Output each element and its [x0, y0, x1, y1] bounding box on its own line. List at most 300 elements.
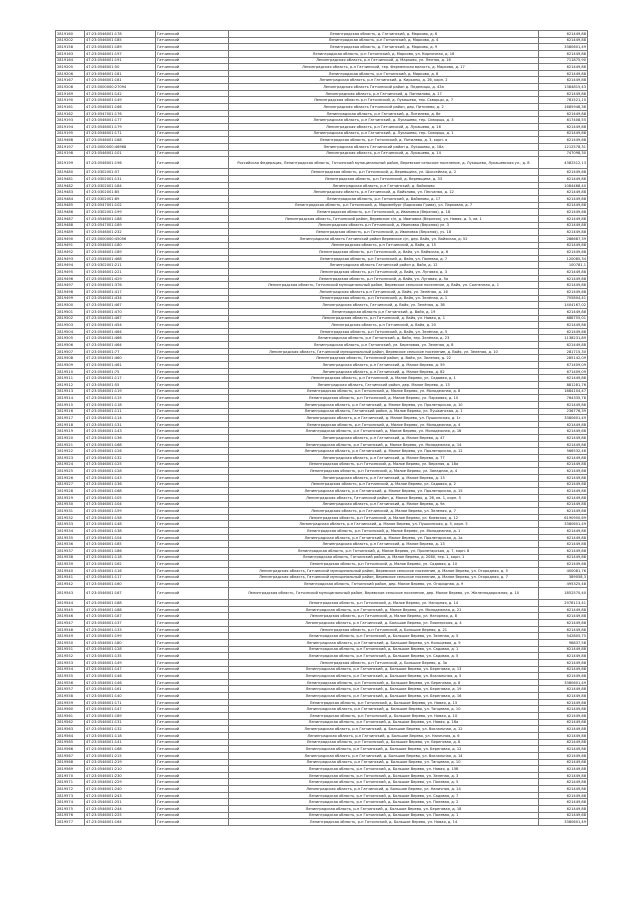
- district-cell: Гатчинский: [156, 229, 229, 236]
- district-cell: Гатчинский: [156, 262, 229, 269]
- address-cell: Ленинградская область, р-н Гатчинский, д. Большое Верево, ул. Полевая, д. 2: [229, 799, 539, 806]
- cadastral-number-cell: 47:23:0546001:166: [85, 104, 156, 111]
- row-id-cell: 2819163: [56, 50, 85, 57]
- value-cell: 621449,88: [539, 468, 588, 475]
- value-cell: 621449,88: [539, 659, 588, 666]
- table-row: [56, 534, 588, 541]
- cadastral-number-cell: 47:23:0000000:46968: [85, 143, 156, 150]
- district-cell: Гатчинский: [156, 799, 229, 806]
- table-row: [56, 408, 588, 415]
- value-cell: 621449,88: [539, 752, 588, 759]
- table-row: [56, 150, 588, 157]
- cadastral-number-cell: 47:23:0546001:168: [85, 488, 156, 495]
- address-cell: Ленинградская область, р-н Гатчинский, д. Питилево, д. 8е: [229, 110, 539, 117]
- address-cell: Ленинградская область, Гатчинский район, д. Малое Верево, ул. Пушкинская, д. 1: [229, 408, 539, 415]
- address-cell: Ленинградская область, р-н Гатчинский, д. Кирьяны, д. 2б, корп. 2: [229, 77, 539, 84]
- row-id-cell: 2819568: [56, 759, 85, 766]
- row-id-cell: 2819535: [56, 534, 85, 541]
- cadastral-number-cell: 47:23:0546001:251: [85, 799, 156, 806]
- table-row: [56, 415, 588, 422]
- table-row: [56, 732, 588, 739]
- table-body: [56, 31, 588, 826]
- address-cell: Ленинградская область, р-н Гатчинский, д. Большое Верево, ул. Полевая, д. 5: [229, 779, 539, 786]
- cadastral-number-cell: 47:23:0546001:158: [85, 514, 156, 521]
- district-cell: Гатчинский: [156, 123, 229, 130]
- address-cell: Ленинградская область, р-н Гатчинский, д. Большое Верево, ул. Новая, д. 14: [229, 819, 539, 826]
- district-cell: Гатчинский: [156, 441, 229, 448]
- cadastral-number-cell: 47:23:0546001:141: [85, 739, 156, 746]
- value-cell: 621449,88: [539, 322, 588, 329]
- row-id-cell: 2819572: [56, 786, 85, 793]
- address-cell: Ленинградская область, р-н Гатчинский, д. Большое Верево, ул. Береговая, д. 13: [229, 666, 539, 673]
- row-id-cell: 2819519: [56, 428, 85, 435]
- cadastral-number-cell: 47:23:0546001:143: [85, 428, 156, 435]
- table-row: [56, 474, 588, 481]
- row-id-cell: 2819538: [56, 554, 85, 561]
- value-cell: 621449,88: [539, 812, 588, 819]
- address-cell: Ленинградская область, р-н Гатчинский, д. Малое Верево, ул. Пролетарская, д. 1а: [229, 534, 539, 541]
- table-row: [56, 64, 588, 71]
- value-cell: 621449,88: [539, 719, 588, 726]
- address-cell: Ленинградская область, д. Гатчинский, д. Марково, д. 9: [229, 44, 539, 51]
- cadastral-number-cell: 47:23:0546001:181: [85, 77, 156, 84]
- district-cell: Гатчинский: [156, 653, 229, 660]
- table-row: [56, 686, 588, 693]
- cadastral-number-cell: 47:23:0546001:77: [85, 348, 156, 355]
- district-cell: Гатчинский: [156, 639, 229, 646]
- value-cell: 236776,39: [539, 408, 588, 415]
- row-id-cell: 2819491: [56, 242, 85, 249]
- district-cell: Гатчинский: [156, 626, 229, 633]
- cadastral-number-cell: 47:23:0546001:135: [85, 653, 156, 660]
- table-row: [56, 215, 588, 222]
- value-cell: 617408,55: [539, 117, 588, 124]
- value-cell: 621449,88: [539, 269, 588, 276]
- address-cell: Ленинградская область, р-н Гатчинский, д. Вайя, ул. Полевая, д. 7: [229, 255, 539, 262]
- cadastral-number-cell: 47:23:0546001:117: [85, 574, 156, 581]
- address-cell: Ленинградская область, р-н Гатчинский, д. Вайя, ул. Зелёная, д. 5: [229, 328, 539, 335]
- cadastral-number-cell: 47:23:0546001:210: [85, 766, 156, 773]
- row-id-cell: 2819574: [56, 799, 85, 806]
- address-cell: Ленинградская область, Гатчинский муниципальный район, Веревское сельское поселение, д. Вайя, ул. Солнечная, д. 1: [229, 282, 539, 289]
- address-cell: Ленинградская область, р-н Гатчинский, д. Большое Верево, ул. Зеленая, д. 3: [229, 772, 539, 779]
- cadastral-number-cell: 47:23:0546001:136: [85, 481, 156, 488]
- cadastral-number-cell: 47:23:0546001:148: [85, 521, 156, 528]
- value-cell: 621449,88: [539, 759, 588, 766]
- row-id-cell: 2819493: [56, 255, 85, 262]
- address-cell: Ленинградская область Гатчинский район д. Вайя, д. 12: [229, 262, 539, 269]
- table-row: [56, 646, 588, 653]
- table-row: [56, 812, 588, 819]
- district-cell: Гатчинский: [156, 659, 229, 666]
- district-cell: Гатчинский: [156, 150, 229, 157]
- table-row: [56, 249, 588, 256]
- table-row: [56, 308, 588, 315]
- value-cell: 621449,88: [539, 461, 588, 468]
- value-cell: 621449,88: [539, 508, 588, 515]
- row-id-cell: 2819505: [56, 335, 85, 342]
- value-cell: 621449,88: [539, 455, 588, 462]
- value-cell: 621449,88: [539, 130, 588, 137]
- table-row: [56, 706, 588, 713]
- address-cell: Ленинградская область, р-н Гатчинский, д. Малое Верево, ул. Молодежная, д. 21: [229, 606, 539, 613]
- table-row: [56, 792, 588, 799]
- cadastral-number-cell: 47:23:0546001:161: [85, 686, 156, 693]
- cadastral-number-cell: 47:23:0546001:185: [85, 541, 156, 548]
- row-id-cell: 2819503: [56, 322, 85, 329]
- district-cell: Гатчинский: [156, 693, 229, 700]
- value-cell: 1404167,02: [539, 302, 588, 309]
- cadastral-number-cell: 47:23:0546001:168: [85, 746, 156, 753]
- value-cell: 621449,88: [539, 554, 588, 561]
- row-id-cell: 2819515: [56, 401, 85, 408]
- cadastral-number-cell: 47:23:0546001:140: [85, 693, 156, 700]
- row-id-cell: 2819160: [56, 31, 85, 38]
- value-cell: 671409,09: [539, 368, 588, 375]
- table-row: [56, 302, 588, 309]
- cadastral-number-cell: 47:23:0546001:240: [85, 786, 156, 793]
- value-cell: 621449,88: [539, 481, 588, 488]
- district-cell: Гатчинский: [156, 189, 229, 196]
- table-row: [56, 348, 588, 355]
- row-id-cell: 2819508: [56, 355, 85, 362]
- address-cell: Ленинградская область, р-н Гатчинский, д. Вайя, тер. Зелёная, д. 23: [229, 335, 539, 342]
- value-cell: 621449,88: [539, 693, 588, 700]
- district-cell: Гатчинский: [156, 508, 229, 515]
- cadastral-number-cell: 47:23:0546001:225: [85, 812, 156, 819]
- table-row: [56, 37, 588, 44]
- table-row: [56, 468, 588, 475]
- row-id-cell: 2819504: [56, 328, 85, 335]
- district-cell: Гатчинский: [156, 348, 229, 355]
- value-cell: 3380601,49: [539, 679, 588, 686]
- row-id-cell: 2819518: [56, 421, 85, 428]
- value-cell: 621449,88: [539, 646, 588, 653]
- cadastral-number-cell: 47:23:0546001:114: [85, 415, 156, 422]
- address-cell: Ленинградская область, р-н Гатчинский, д. Малое Верево, ул. Пролетарская, д. 12: [229, 448, 539, 455]
- table-row: [56, 262, 588, 269]
- cadastral-number-cell: 47:23:0546001:105: [85, 494, 156, 501]
- address-cell: Ленинградская область, р-н Гатчинский, д. Паппилово, д. 17: [229, 90, 539, 97]
- address-cell: Ленинградская область, р-н Гатчинский, д. Малое Верево, д. 82: [229, 368, 539, 375]
- value-cell: 1852570,40: [539, 587, 588, 599]
- cadastral-number-cell: 47:23:0546001:468: [85, 255, 156, 262]
- address-cell: Ленинградская область, р-н Гатчинский, д. Веревщина, ул. Шоссейная, д. 2: [229, 169, 539, 176]
- cadastral-number-cell: 47:23:0546001:243: [85, 792, 156, 799]
- row-id-cell: 2819484: [56, 196, 85, 203]
- row-id-cell: 2819190: [56, 97, 85, 104]
- table-row: [56, 752, 588, 759]
- district-cell: Гатчинский: [156, 395, 229, 402]
- address-cell: Ленинградская область, р-н Гатчинский, д. Малое Верево, ул. Садовая, д. 10: [229, 561, 539, 568]
- table-row: [56, 772, 588, 779]
- address-cell: Ленинградская область, р-н Гатчинский, д. Малое Верево, ул. Садовая, д. 1: [229, 375, 539, 382]
- table-row: [56, 255, 588, 262]
- address-cell: Ленинградская область, р-н Гатчинский, д. Веревщина, д. 33: [229, 176, 539, 183]
- cadastral-number-cell: 47:23:0546001:149: [85, 97, 156, 104]
- table-row: [56, 673, 588, 680]
- cadastral-number-cell: 47:23:0547001:189: [85, 222, 156, 229]
- address-cell: Ленинградская область, р-н Гатчинский, д. Большое Верево, ул. Береговая, д. 8: [229, 679, 539, 686]
- address-cell: Ленинградская область, р-н Гатчинский, д. Малое Верево, ул. Молодежная, д. 4: [229, 421, 539, 428]
- row-id-cell: 2819482: [56, 182, 85, 189]
- row-id-cell: 2819494: [56, 262, 85, 269]
- value-cell: 621449,88: [539, 534, 588, 541]
- table-row: [56, 488, 588, 495]
- cadastral-number-cell: 47:23:0546001:188: [85, 606, 156, 613]
- address-cell: Ленинградская область, р-н Гатчинский, д. Малое Верево, ул. Молодежная, д. 1: [229, 528, 539, 535]
- table-row: [56, 699, 588, 706]
- cadastral-number-cell: 47:23:0546001:171: [85, 130, 156, 137]
- address-cell: Ленинградская область, р-н Гатчинский, д. Вайя, д. 20: [229, 322, 539, 329]
- district-cell: Гатчинский: [156, 289, 229, 296]
- district-cell: Гатчинский: [156, 64, 229, 71]
- district-cell: Гатчинский: [156, 435, 229, 442]
- row-id-cell: 2819527: [56, 481, 85, 488]
- table-row: [56, 395, 588, 402]
- value-cell: 671409,09: [539, 362, 588, 369]
- address-cell: Ленинградская область, р-н Гатчинский, д. Вайялово, ул. Песчаная, д. 12: [229, 189, 539, 196]
- value-cell: 621449,88: [539, 229, 588, 236]
- table-row: [56, 554, 588, 561]
- district-cell: Гатчинский: [156, 328, 229, 335]
- cadastral-number-cell: 47:23:0546001:117: [85, 375, 156, 382]
- district-cell: Гатчинский: [156, 157, 229, 169]
- row-id-cell: 2819530: [56, 501, 85, 508]
- cadastral-number-cell: 47:23:0546001:219: [85, 759, 156, 766]
- cadastral-number-cell: 47:23:0546001:232: [85, 229, 156, 236]
- address-cell: Ленинградская область Гатчинский район Веревское с/п, дер. Вайя, ул. Вайяская, д. 52: [229, 235, 539, 242]
- district-cell: Гатчинский: [156, 600, 229, 607]
- value-cell: 495325,48: [539, 581, 588, 588]
- table-row: [56, 50, 588, 57]
- cadastral-number-cell: 47:23:0546001:149: [85, 659, 156, 666]
- address-cell: Ленинградская область, р-н Гатчинский, д. Питилево, д. 3, корп. а: [229, 137, 539, 144]
- value-cell: 621449,88: [539, 547, 588, 554]
- value-cell: 621449,88: [539, 328, 588, 335]
- address-cell: Ленинградская область, р-н Гатчинский, д. Малое Верево, д. 13: [229, 474, 539, 481]
- table-row: [56, 322, 588, 329]
- district-cell: Гатчинский: [156, 421, 229, 428]
- table-row: [56, 679, 588, 686]
- row-id-cell: 2819495: [56, 269, 85, 276]
- value-cell: 621449,88: [539, 792, 588, 799]
- value-cell: 621449,88: [539, 494, 588, 501]
- cadastral-number-cell: 47:23:0546001:118: [85, 401, 156, 408]
- district-cell: Гатчинский: [156, 70, 229, 77]
- table-row: [56, 481, 588, 488]
- row-id-cell: 2819480: [56, 169, 85, 176]
- district-cell: Гатчинский: [156, 169, 229, 176]
- address-cell: Ленинградская область, Гатчинский муниципальный район, Веревское сельское поселение, д. Малое Верево, ул. Огородная, д. 5: [229, 567, 539, 574]
- table-row: [56, 182, 588, 189]
- table-row: [56, 541, 588, 548]
- table-row: [56, 90, 588, 97]
- cadastral-number-cell: 47:23:0546001:196: [85, 157, 156, 169]
- address-cell: Ленинградская область, р-н Гатчинский, д. Большое Верево, ул. Береговая, д. 18: [229, 805, 539, 812]
- cadastral-number-cell: 47:23:0546001:189: [85, 44, 156, 51]
- table-row: [56, 435, 588, 442]
- address-cell: Ленинградская область, р-н Гатчинский, д. Большое Верево, ул. Наличная, д. 14: [229, 786, 539, 793]
- district-cell: Гатчинский: [156, 249, 229, 256]
- row-id-cell: 2819511: [56, 375, 85, 382]
- district-cell: Гатчинский: [156, 182, 229, 189]
- address-cell: Ленинградская область, р-н Гатчинский, д. Малое Верево, ул. Пушкинская, д. 5, корп. 5: [229, 521, 539, 528]
- table-row: [56, 209, 588, 216]
- cadastral-number-cell: 47:23:0000000:45056: [85, 235, 156, 242]
- address-cell: Ленинградская область, р-н Гатчинский, д. Малое Верево, д. 13: [229, 541, 539, 548]
- row-id-cell: 2819502: [56, 315, 85, 322]
- cadastral-number-cell: 47:23:0302001:131: [85, 176, 156, 183]
- district-cell: Гатчинский: [156, 375, 229, 382]
- table-row: [56, 381, 588, 388]
- table-row: [56, 31, 588, 38]
- district-cell: Гатчинский: [156, 222, 229, 229]
- district-cell: Гатчинский: [156, 812, 229, 819]
- row-id-cell: 2819497: [56, 282, 85, 289]
- table-row: [56, 786, 588, 793]
- table-row: [56, 501, 588, 508]
- table-row: [56, 275, 588, 282]
- cadastral-number-cell: 47:23:0546001:470: [85, 308, 156, 315]
- address-cell: Ленинградская область, р-н Гатчинский, д. Малое Верево, ул. Молодежная, д. 8: [229, 388, 539, 395]
- value-cell: 621449,88: [539, 77, 588, 84]
- district-cell: Гатчинский: [156, 819, 229, 826]
- district-cell: Гатчинский: [156, 104, 229, 111]
- row-id-cell: 2819571: [56, 779, 85, 786]
- district-cell: Гатчинский: [156, 587, 229, 599]
- row-id-cell: 2819565: [56, 739, 85, 746]
- row-id-cell: 2819199: [56, 157, 85, 169]
- value-cell: 621449,88: [539, 275, 588, 282]
- row-id-cell: 2819553: [56, 659, 85, 666]
- row-id-cell: 2819546: [56, 613, 85, 620]
- row-id-cell: 2819557: [56, 686, 85, 693]
- row-id-cell: 2819468: [56, 137, 85, 144]
- value-cell: 621449,88: [539, 699, 588, 706]
- row-id-cell: 2819550: [56, 639, 85, 646]
- address-cell: Ленинградская область, р-н Гатчинский, д. Марково, д. 4: [229, 37, 539, 44]
- value-cell: 621449,88: [539, 626, 588, 633]
- district-cell: Гатчинский: [156, 673, 229, 680]
- cadastral-number-cell: 47:23:0546001:464: [85, 328, 156, 335]
- value-cell: 621449,88: [539, 686, 588, 693]
- table-row: [56, 110, 588, 117]
- table-row: [56, 508, 588, 515]
- row-id-cell: 2819158: [56, 44, 85, 51]
- cadastral-number-cell: 47:23:0546001:429: [85, 275, 156, 282]
- value-cell: 288687,39: [539, 235, 588, 242]
- district-cell: Гатчинский: [156, 215, 229, 222]
- row-id-cell: 2819577: [56, 819, 85, 826]
- row-id-cell: 2819537: [56, 547, 85, 554]
- district-cell: Гатчинский: [156, 620, 229, 627]
- row-id-cell: 2819548: [56, 626, 85, 633]
- district-cell: Гатчинский: [156, 792, 229, 799]
- row-id-cell: 2819561: [56, 713, 85, 720]
- value-cell: 621449,88: [539, 673, 588, 680]
- cadastral-number-cell: 47:23:0302001:199: [85, 209, 156, 216]
- district-cell: Гатчинский: [156, 368, 229, 375]
- table-row: [56, 123, 588, 130]
- value-cell: 621449,88: [539, 799, 588, 806]
- district-cell: Гатчинский: [156, 242, 229, 249]
- value-cell: 621449,88: [539, 501, 588, 508]
- cadastral-number-cell: 47:23:0302001:211: [85, 262, 156, 269]
- row-id-cell: 2819513: [56, 388, 85, 395]
- address-cell: Ленинградская область, р-н Гатчинский, д. Вайялово: [229, 182, 539, 189]
- cadastral-number-cell: 47:23:0546001:132: [85, 726, 156, 733]
- table-row: [56, 428, 588, 435]
- address-cell: Ленинградская область, р-н Гатчинский, д. Большое Верево, ул. Полевая, д. 1: [229, 812, 539, 819]
- address-cell: Ленинградская область Гатчинский район д. Лукашево, д. 18а: [229, 143, 539, 150]
- address-cell: Ленинградская область, Гатчинский район, д. Малое Верево, д. 2б, кв. 1, корп. 5: [229, 494, 539, 501]
- row-id-cell: 2819539: [56, 561, 85, 568]
- row-id-cell: 2819506: [56, 342, 85, 349]
- district-cell: Гатчинский: [156, 666, 229, 673]
- address-cell: Ленинградская область, р-н Гатчинский, д. Вайялово, д. 17: [229, 196, 539, 203]
- address-cell: Ленинградская область Гатчинский район д. Педелицы, д. 43а: [229, 84, 539, 91]
- value-cell: 621449,88: [539, 772, 588, 779]
- table-row: [56, 295, 588, 302]
- row-id-cell: 2819564: [56, 732, 85, 739]
- value-cell: 621449,88: [539, 401, 588, 408]
- table-row: [56, 84, 588, 91]
- value-cell: 621449,88: [539, 242, 588, 249]
- value-cell: 621449,88: [539, 249, 588, 256]
- value-cell: 1685948,38: [539, 104, 588, 111]
- row-id-cell: 2819197: [56, 143, 85, 150]
- row-id-cell: 2819514: [56, 395, 85, 402]
- district-cell: Гатчинский: [156, 561, 229, 568]
- table-row: [56, 401, 588, 408]
- value-cell: 621449,88: [539, 766, 588, 773]
- value-cell: 621449,88: [539, 90, 588, 97]
- table-row: [56, 176, 588, 183]
- cadastral-number-cell: 47:23:0546001:128: [85, 646, 156, 653]
- table-row: [56, 342, 588, 349]
- table-row: [56, 289, 588, 296]
- value-cell: 3380601,49: [539, 415, 588, 422]
- row-id-cell: 2819559: [56, 699, 85, 706]
- cadastral-number-cell: 47:23:0302001:57: [85, 169, 156, 176]
- address-cell: Ленинградская область, р-н Гатчинский, д. Вайя, ул. Луговая, д. 3: [229, 269, 539, 276]
- value-cell: 3380601,49: [539, 521, 588, 528]
- table-row: [56, 335, 588, 342]
- value-cell: 389058,3: [539, 574, 588, 581]
- district-cell: Гатчинский: [156, 381, 229, 388]
- address-cell: Ленинградская область, р-н Гатчинский, д. Малое Верево, ул. Западная, д. 4: [229, 468, 539, 475]
- address-cell: Ленинградская область, р-н Гатчинский, д. Малое Верево, ул. Нагорная, д. 14: [229, 600, 539, 607]
- district-cell: Гатчинский: [156, 726, 229, 733]
- table-row: [56, 169, 588, 176]
- district-cell: Гатчинский: [156, 77, 229, 84]
- value-cell: 621449,88: [539, 706, 588, 713]
- address-cell: Ленинградская область, р-н Гатчинский, д. Большое Верево, ул. Новая, д. 15б: [229, 766, 539, 773]
- address-cell: Ленинградская область, р-н Гатчинский, д. Малое Верево, д. 9а: [229, 501, 539, 508]
- cadastral-number-cell: 47:23:0546001:464: [85, 342, 156, 349]
- table-row: [56, 819, 588, 826]
- address-cell: Ленинградская область, р-н Гатчинский, д. Малое Верево, д. 77: [229, 455, 539, 462]
- value-cell: 881281,76: [539, 381, 588, 388]
- row-id-cell: 2819507: [56, 348, 85, 355]
- value-cell: 621449,88: [539, 70, 588, 77]
- row-id-cell: 2819555: [56, 673, 85, 680]
- address-cell: Ленинградская область, р-н Гатчинский, д. Малое Верево, ул. Садовая, д. 2: [229, 481, 539, 488]
- row-id-cell: 2819509: [56, 362, 85, 369]
- row-id-cell: 2819528: [56, 488, 85, 495]
- district-cell: Гатчинский: [156, 295, 229, 302]
